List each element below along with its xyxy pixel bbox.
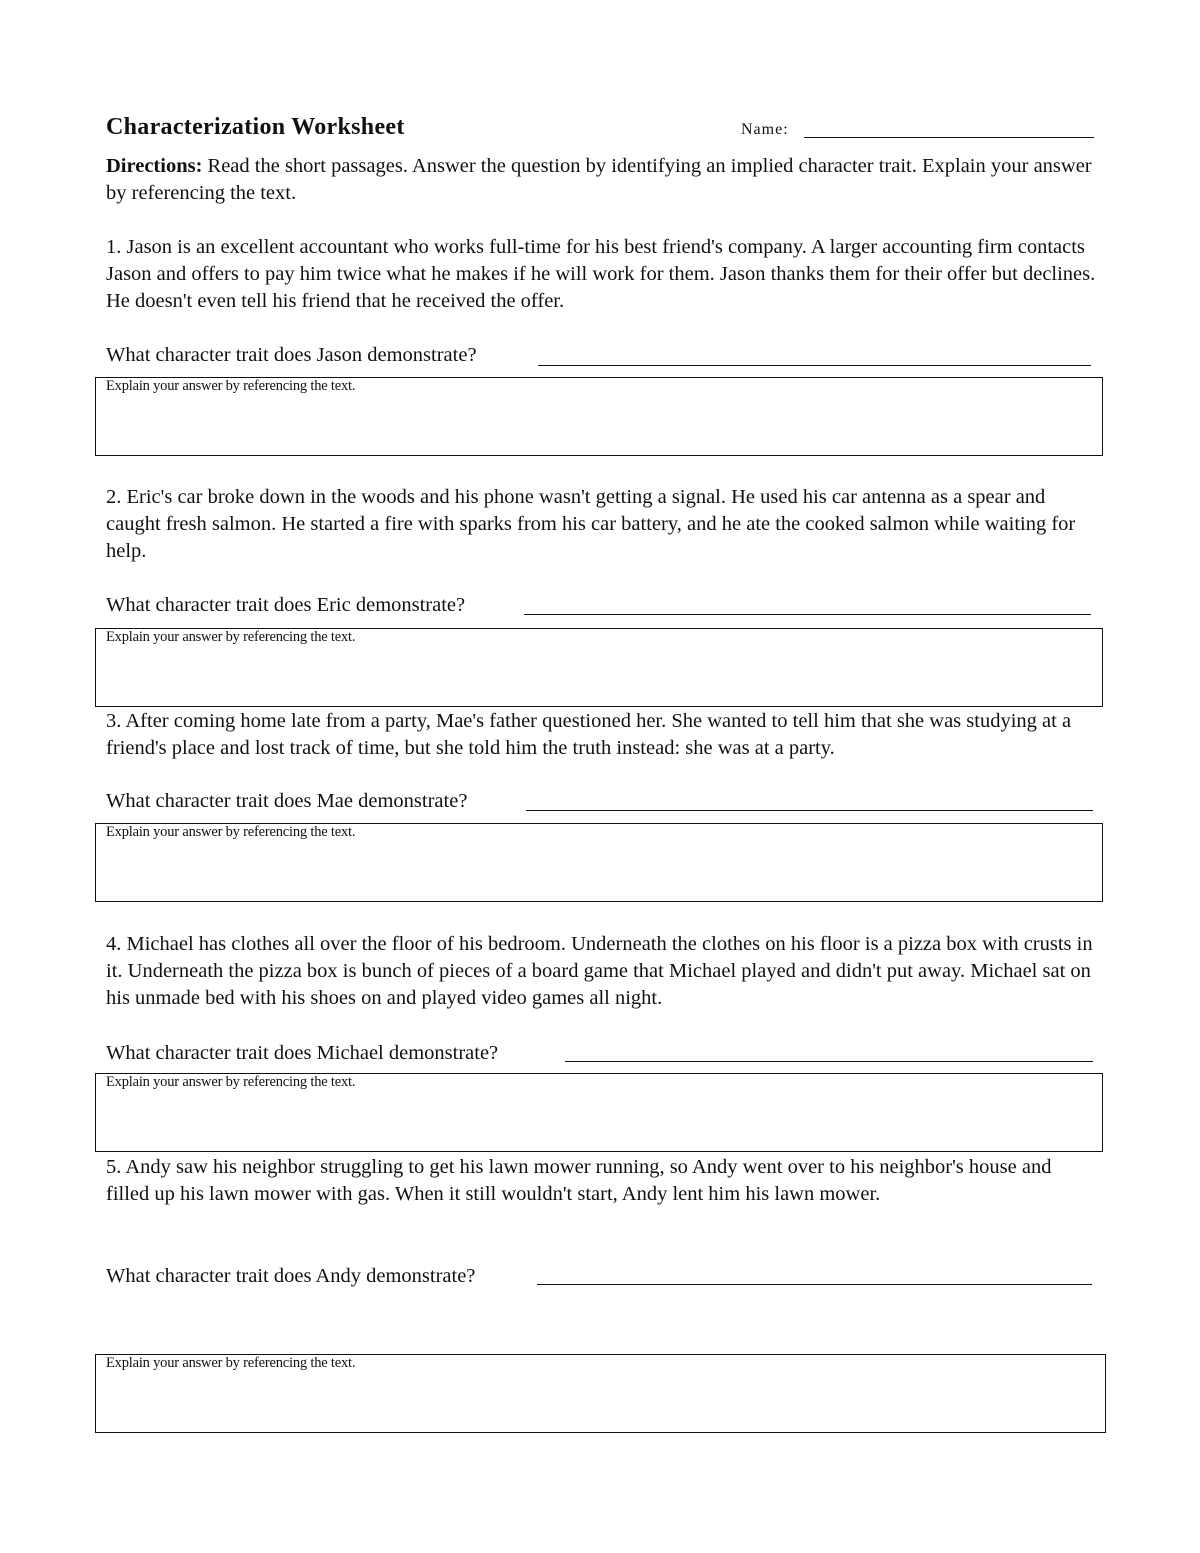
question-2 [106, 592, 465, 619]
explain-box-4[interactable] [95, 1073, 1103, 1152]
explain-label-2: Explain your answer by referencing the text. [106, 629, 356, 645]
passage-3: 3. After coming home late from a party, Mae's father questioned her. She wanted to tell him that she was studying at a friend's place and lost track of time, but she told him the truth instead: she was at a party. [106, 710, 1072, 759]
explain-label-5: Explain your answer by referencing the text. [106, 1355, 356, 1371]
answer-line-1[interactable] [538, 365, 1091, 366]
directions [106, 153, 1096, 207]
question-5 [106, 1263, 475, 1290]
passage-2: 2. Eric's car broke down in the woods and his phone wasn't getting a signal. He used his car antenna as a spear and caught fresh salmon. He started a fire with sparks from his car battery, and he ate the cooked salmon while waiting for help. [106, 486, 1076, 562]
question-3 [106, 788, 467, 815]
question-4 [106, 1040, 498, 1067]
question-2-text: What character trait does Eric demonstrate? [106, 594, 466, 616]
directions-text: Read the short passages. Answer the question by identifying an implied character trait. Explain your answer by referencing the text. [106, 155, 1092, 204]
name-field[interactable] [804, 137, 1094, 138]
explain-label-3: Explain your answer by referencing the text. [106, 824, 356, 840]
explain-box-1[interactable] [95, 377, 1103, 456]
name-label: Name: [741, 121, 789, 138]
answer-line-5[interactable] [537, 1284, 1092, 1285]
question-4-text: What character trait does Michael demonstrate? [106, 1042, 499, 1064]
explain-box-5[interactable] [95, 1354, 1106, 1433]
explain-label-1: Explain your answer by referencing the text. [106, 378, 356, 394]
passage-1: 1. Jason is an excellent accountant who works full-time for his best friend's company. A larger accounting firm contacts Jason and offers to pay him twice what he makes if he will work for them. Jason thanks them for their offer but declines. He doesn't even tell his friend that he received the offer. [106, 236, 1096, 312]
answer-line-3[interactable] [526, 810, 1093, 811]
question-1 [106, 342, 477, 369]
worksheet-title: Characterization Worksheet [106, 114, 405, 140]
question-1-text: What character trait does Jason demonstrate? [106, 344, 477, 366]
question-3-text: What character trait does Mae demonstrate? [106, 790, 468, 812]
answer-line-4[interactable] [565, 1061, 1093, 1062]
directions-label: Directions: [106, 155, 203, 177]
explain-box-2[interactable] [95, 628, 1103, 707]
answer-line-2[interactable] [524, 614, 1091, 615]
explain-label-4: Explain your answer by referencing the text. [106, 1074, 356, 1090]
explain-box-3[interactable] [95, 823, 1103, 902]
question-5-text: What character trait does Andy demonstrate? [106, 1265, 476, 1287]
passage-5: 5. Andy saw his neighbor struggling to get his lawn mower running, so Andy went over to his neighbor's house and filled up his lawn mower with gas. When it still wouldn't start, Andy lent him his lawn mower. [106, 1156, 1052, 1205]
passage-4: 4. Michael has clothes all over the floor of his bedroom. Underneath the clothes on his floor is a pizza box with crusts in it. Underneath the pizza box is bunch of pieces of a board game that Michael played and didn't put away. Michael sat on his unmade bed with his shoes on and played video games all night. [106, 933, 1093, 1009]
